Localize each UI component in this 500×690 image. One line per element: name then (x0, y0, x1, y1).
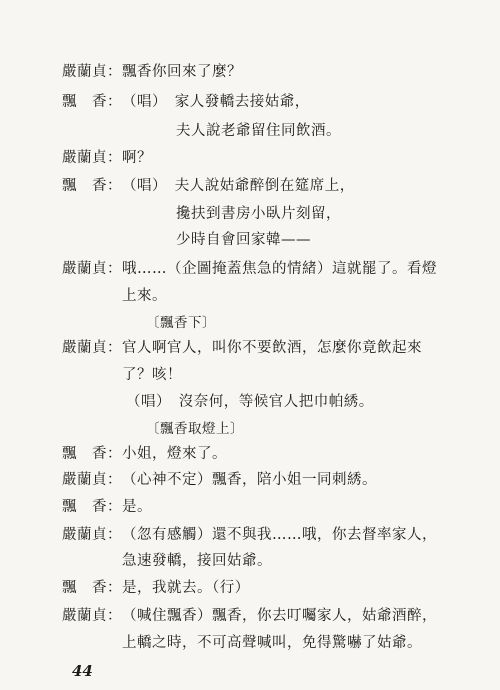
speaker-name: 飄 香： (62, 94, 122, 110)
dialogue-text: 啊？ (122, 150, 152, 166)
dialogue-continuation: 急速發轎，接回姑爺。 (122, 553, 272, 569)
page-number: 44 (72, 662, 93, 680)
dialogue-line (62, 176, 476, 196)
dialogue-line (62, 444, 476, 464)
speaker-name: 嚴蘭貞： (62, 472, 122, 488)
speaker-name: 飄 香： (62, 178, 122, 194)
lyric-continuation: 夫人說老爺留住同飲酒。 (176, 123, 341, 139)
dialogue-continuation: 上轎之時，不可高聲喊叫，免得驚嚇了姑爺。 (122, 635, 422, 651)
speaker-name: 飄 香： (62, 499, 122, 515)
stage-direction: 〔飄香下〕 (146, 315, 216, 331)
dialogue-text: （心神不定）飄香，陪小姐一同刺綉。 (122, 472, 377, 488)
speaker-name: 飄 香： (62, 580, 122, 596)
dialogue-line (62, 259, 476, 279)
dialogue-text: （唱） 夫人說姑爺醉倒在筵席上， (122, 178, 355, 194)
speaker-name: 嚴蘭貞： (62, 608, 122, 624)
dialogue-continuation: 上來。 (122, 288, 167, 304)
dialogue-text: （喊住飄香）飄香，你去叮囑家人，姑爺酒醉， (122, 608, 437, 624)
lyric-continuation: 攙扶到書房小臥片刻留， (176, 206, 341, 222)
dialogue-line (62, 497, 476, 517)
dialogue-line (62, 92, 476, 112)
dialogue-text: 官人啊官人，叫你不要飲酒，怎麼你竟飲起來 (122, 340, 422, 356)
dialogue-text: 飄香你回來了麼？ (122, 64, 242, 80)
dialogue-continuation: 了？咳！ (122, 367, 182, 383)
stage-direction: 〔飄香取燈上〕 (146, 421, 244, 437)
dialogue-text: 哦……（企圖掩蓋焦急的情緒）這就罷了。看燈 (122, 261, 437, 277)
dialogue-text: 小姐，燈來了。 (122, 446, 227, 462)
dialogue-text: 是。 (122, 499, 152, 515)
speaker-name: 嚴蘭貞： (62, 340, 122, 356)
dialogue-line (62, 578, 476, 598)
dialogue-line (62, 470, 476, 490)
dialogue-line (62, 338, 476, 358)
speaker-name: 嚴蘭貞： (62, 150, 122, 166)
dialogue-line (62, 606, 476, 626)
dialogue-text: （忽有感觸）還不與我……哦，你去督率家人， (122, 527, 437, 543)
dialogue-line (62, 525, 476, 545)
speaker-name: 嚴蘭貞： (62, 261, 122, 277)
speaker-name: 嚴蘭貞： (62, 527, 122, 543)
dialogue-text: 是，我就去。（行） (122, 580, 250, 596)
dialogue-line (62, 62, 476, 82)
dialogue-line (62, 148, 476, 168)
sung-line: （唱） 沒奈何，等候官人把巾帕綉。 (126, 394, 374, 410)
speaker-name: 飄 香： (62, 446, 122, 462)
speaker-name: 嚴蘭貞： (62, 64, 122, 80)
dialogue-text: （唱） 家人發轎去接姑爺， (122, 94, 310, 110)
lyric-continuation: 少時自會回家韓—— (176, 232, 311, 248)
